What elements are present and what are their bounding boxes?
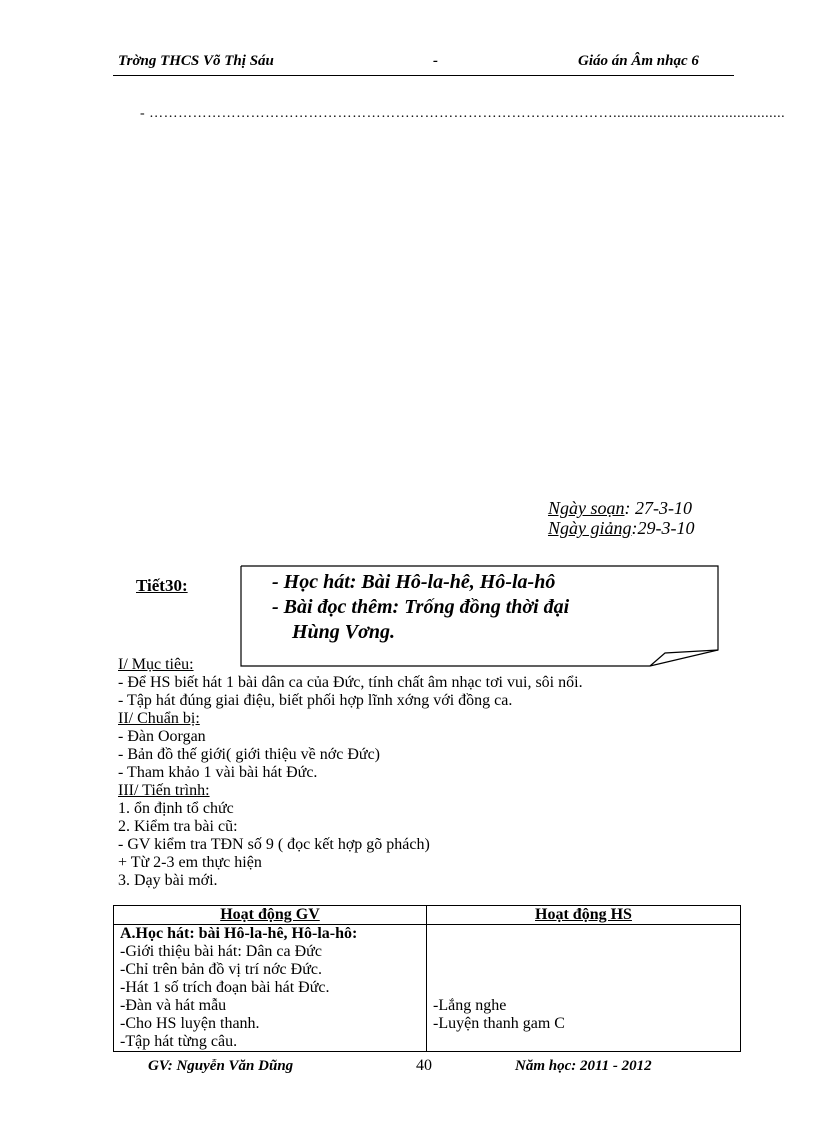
student-line <box>433 925 734 943</box>
preparation-item: - Tham khảo 1 vài bài hát Đức. <box>118 764 318 781</box>
student-line: -Luyện thanh gam C <box>433 1015 565 1032</box>
procedure-item: 2. Kiểm tra bài cũ: <box>118 818 238 835</box>
teacher-line: -Đàn và hát mẫu <box>120 997 227 1014</box>
prep-date <box>548 498 692 519</box>
student-line <box>433 961 734 979</box>
teach-date-value: :29-3-10 <box>631 518 695 538</box>
lesson-title-2: - Bài đọc thêm: Trống đồng thời đại <box>272 596 570 618</box>
objective-item: - Để HS biết hát 1 bài dân ca của Đức, tính chất âm nhạc tơi vui, sôi nổi. <box>118 674 583 691</box>
header-rule <box>113 75 734 76</box>
teacher-line: A.Học hát: bài Hô-la-hê, Hô-la-hô: <box>120 925 358 942</box>
header-school: Trờng THCS Võ Thị Sáu <box>118 53 274 69</box>
teacher-cell <box>114 925 427 1052</box>
procedure-item: - GV kiểm tra TĐN số 9 ( đọc kết hợp gõ phách) <box>118 836 430 853</box>
procedure-item: 3. Dạy bài mới. <box>118 872 218 889</box>
col-student-header: Hoạt động HS <box>427 906 741 925</box>
lesson-title-1: - Học hát: Bài Hô-la-hê, Hô-la-hô <box>272 571 556 593</box>
footer-year: Năm học: 2011 - 2012 <box>515 1058 652 1074</box>
col-teacher-header: Hoạt động GV <box>114 906 427 925</box>
teacher-line: -Chỉ trên bản đồ vị trí nớc Đức. <box>120 961 322 978</box>
student-line: -Lắng nghe <box>433 997 507 1014</box>
dotted-line: - ……………………………………………………………………………………........................................... <box>140 106 786 121</box>
footer-teacher: GV: Nguyễn Văn Dũng <box>148 1058 294 1074</box>
lesson-title-callout <box>240 565 720 665</box>
teacher-line: -Tập hát từng câu. <box>120 1033 238 1050</box>
procedure-item: 1. ổn định tổ chức <box>118 800 234 817</box>
objectives-heading: I/ Mục tiêu: <box>118 656 194 673</box>
teach-date-label: Ngày giảng <box>548 518 632 538</box>
procedure-heading: III/ Tiến trình: <box>118 782 210 799</box>
lesson-number: Tiết30: <box>136 576 188 595</box>
prep-date-label: Ngày soạn <box>548 498 625 518</box>
student-line <box>433 979 734 997</box>
activity-table <box>113 905 741 1052</box>
objective-item: - Tập hát đúng giai điệu, biết phối hợp lĩnh xớng với đồng ca. <box>118 692 513 709</box>
table-header-row <box>114 906 741 925</box>
student-line <box>433 1033 734 1051</box>
header-subject: Giáo án Âm nhạc 6 <box>578 53 699 69</box>
student-cell <box>427 925 741 1052</box>
preparation-item: - Đàn Oorgan <box>118 728 206 745</box>
preparation-item: - Bản đồ thế giới( giới thiệu về nớc Đức) <box>118 746 380 763</box>
lesson-title-3: Hùng Vơng. <box>292 621 395 643</box>
table-row <box>114 925 741 1052</box>
teacher-line: -Giới thiệu bài hát: Dân ca Đức <box>120 943 322 960</box>
header-separator: - <box>433 53 438 69</box>
teacher-line: -Hát 1 số trích đoạn bài hát Đức. <box>120 979 330 996</box>
procedure-item: + Từ 2-3 em thực hiện <box>118 854 262 871</box>
student-line <box>433 943 734 961</box>
preparation-heading: II/ Chuẩn bị: <box>118 710 200 727</box>
teach-date <box>548 518 694 539</box>
page-number: 40 <box>416 1057 432 1074</box>
prep-date-value: : 27-3-10 <box>624 498 692 518</box>
teacher-line: -Cho HS luyện thanh. <box>120 1015 260 1032</box>
